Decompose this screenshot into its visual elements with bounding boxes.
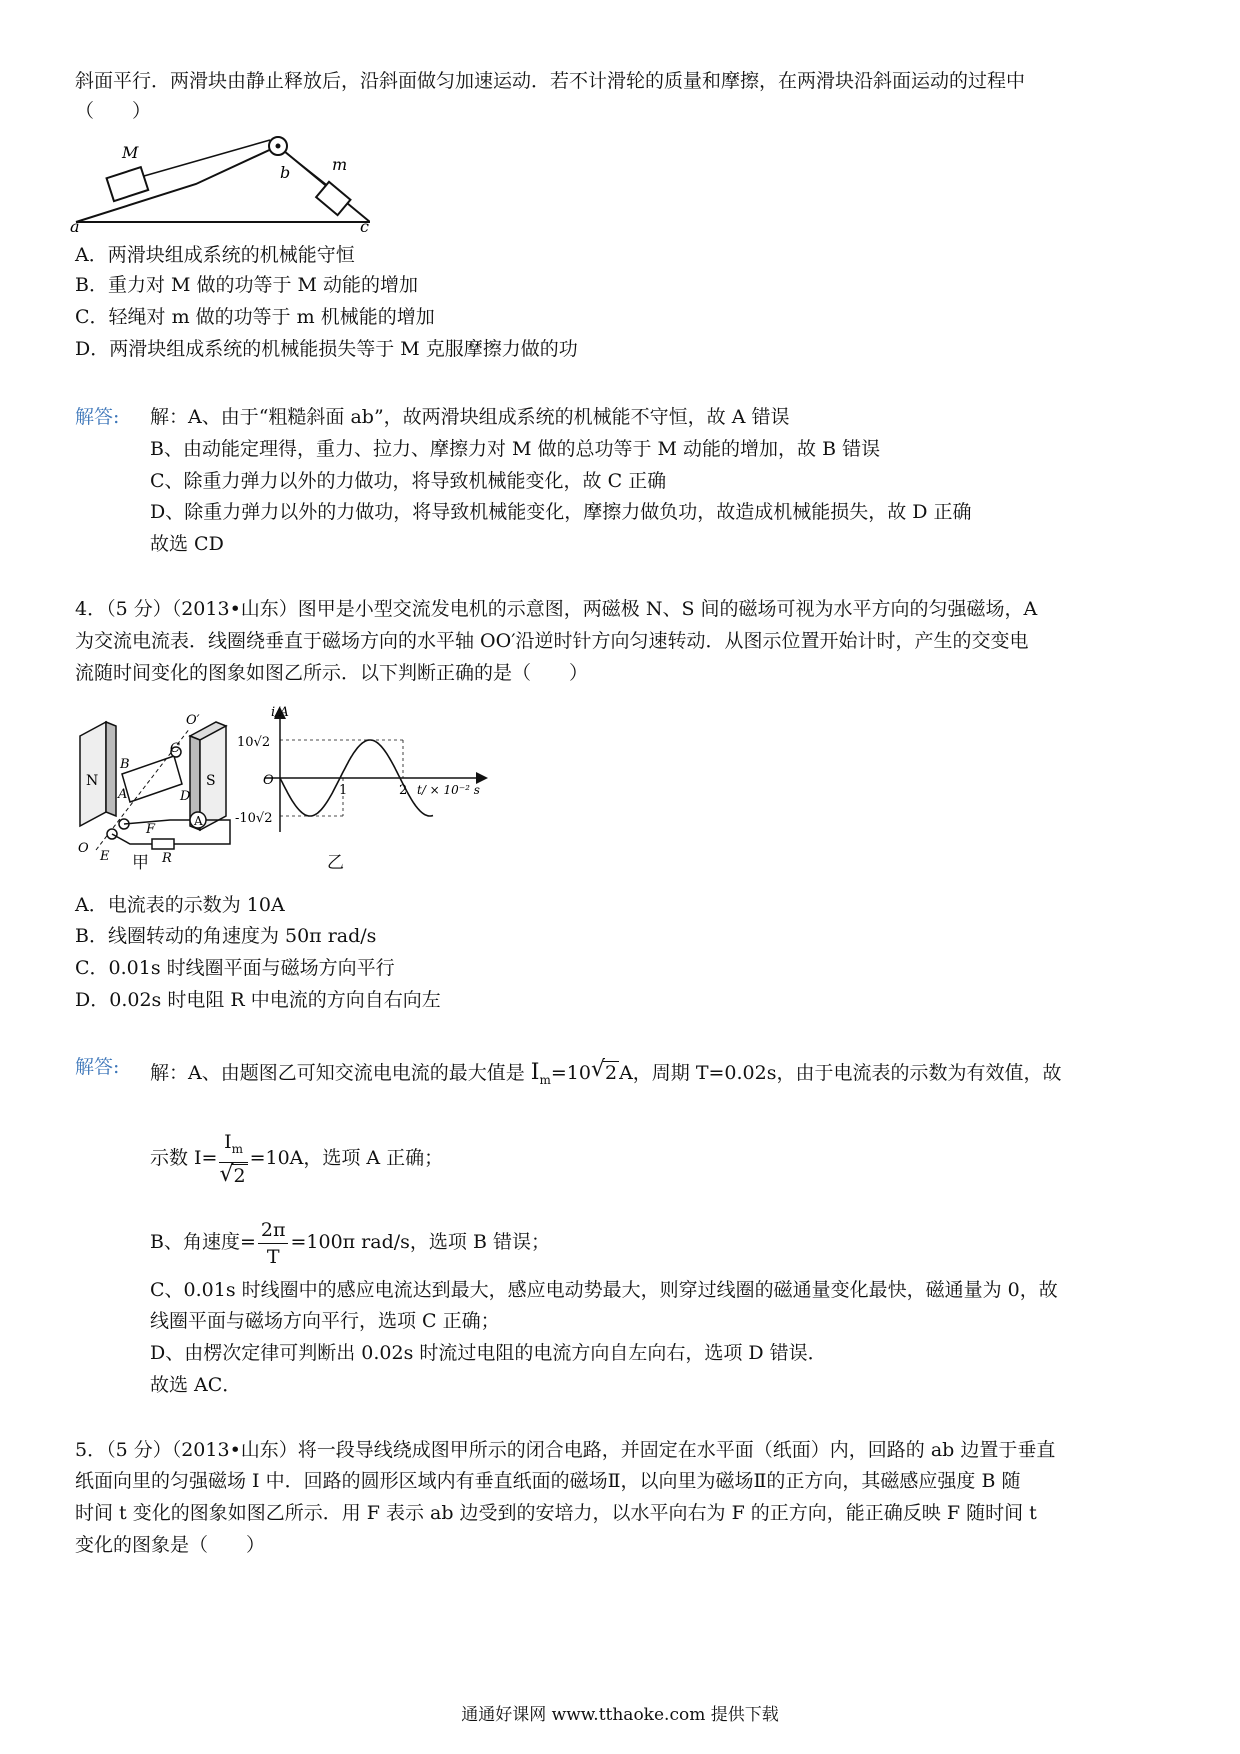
- y-max-label: 10√2: [237, 735, 271, 750]
- q4-fig-ammeter-label: A: [194, 814, 203, 828]
- q3-option-b: B．重力对 M 做的功等于 M 动能的增加: [75, 274, 419, 296]
- q3-fig-label-a: a: [70, 217, 80, 233]
- y-min-label: -10√2: [235, 811, 273, 826]
- q5-stem-line1: 5．（5 分）（2013•山东）将一段导线绕成图甲所示的闭合电路，并固定在水平面（纸面）内，回路的 ab 边置于垂直: [75, 1439, 1056, 1461]
- q3-answer-line: C、除重力弹力以外的力做功，将导致机械能变化，故 C 正确: [150, 470, 667, 492]
- q3-answer-line: B、由动能定理得，重力、拉力、摩擦力对 M 做的总功等于 M 动能的增加，故 B 错误: [150, 438, 881, 460]
- q5-stem-line4: 变化的图象是（ ）: [75, 1534, 266, 1556]
- q4-fig-label-E: E: [100, 849, 110, 864]
- q4-fig-label-N: N: [86, 773, 99, 789]
- q4-fig-label-D: D: [180, 789, 191, 804]
- q4-stem-line3: 流随时间变化的图象如图乙所示．以下判断正确的是（ ）: [75, 662, 589, 684]
- x-tick-2: 2: [399, 783, 408, 798]
- q3-stem-line1: 斜面平行．两滑块由静止释放后，沿斜面做匀加速运动．若不计滑轮的质量和摩擦，在两滑块沿斜面运动的过程中: [75, 70, 1026, 92]
- q4-fig-label-F: F: [146, 822, 156, 837]
- q4-fig-label-R: R: [162, 851, 172, 866]
- q4-answer-label: 解答:: [75, 1056, 120, 1078]
- origin-label: O: [263, 773, 274, 788]
- x-axis-label: t/ × 10⁻² s: [417, 783, 480, 797]
- q3-answer-line: 故选 CD: [150, 533, 224, 555]
- q4-option-d: D．0.02s 时电阻 R 中电流的方向自右向左: [75, 989, 441, 1011]
- x-tick-1: 1: [339, 783, 348, 798]
- q4-option-a: A．电流表的示数为 10A: [75, 894, 285, 916]
- q3-fig-label-m: m: [332, 155, 348, 174]
- q4-fig-label-O-prime: O′: [186, 713, 200, 728]
- q4-figure-jia-caption: 甲: [132, 853, 149, 873]
- q4-answer-final: 故选 AC．: [150, 1374, 242, 1396]
- q4-current-graph: [235, 702, 505, 852]
- q4-answer-a-line2: 示数 I= $I_m$ √ 2 =10A，选项 A 正确；: [150, 1131, 444, 1187]
- q4-stem-line1: 4．（5 分）（2013•山东）图甲是小型交流发电机的示意图，两磁极 N、S 间的磁场可视为水平方向的匀强磁场，A: [75, 598, 1038, 620]
- page-footer: 通通好课网 www.tthaoke.com 提供下载: [461, 1705, 779, 1725]
- q4-fig-label-B: B: [120, 757, 130, 772]
- q3-fig-label-b: b: [280, 163, 291, 182]
- y-axis-label: i/A: [271, 705, 289, 720]
- q4-fig-label-A: A: [118, 787, 128, 802]
- q3-option-a: A．两滑块组成系统的机械能守恒: [75, 244, 355, 266]
- q4-answer-d: D、由楞次定律可判断出 0.02s 时流过电阻的电流方向自左向右，选项 D 错误．: [150, 1342, 827, 1364]
- q4-answer-a-line1: 解：A、由题图乙可知交流电电流的最大值是 $I_m=10$ √ 2 A，周期 T=0.02s，由于电流表的示数为有效值，故: [150, 1057, 1062, 1087]
- q4-fig-label-C: C: [170, 741, 180, 756]
- q3-option-c: C．轻绳对 m 做的功等于 m 机械能的增加: [75, 306, 435, 328]
- q4-option-b: B．线圈转动的角速度为 50π rad/s: [75, 925, 377, 947]
- q5-stem-line2: 纸面向里的匀强磁场 I 中．回路的圆形区域内有垂直纸面的磁场Ⅱ，以向里为磁场Ⅱ的正方向，其磁感应强度 B 随: [75, 1470, 1021, 1492]
- q5-stem-line3: 时间 t 变化的图象如图乙所示．用 F 表示 ab 边受到的安培力，以水平向右为 F 的正方向，能正确反映 F 随时间 t: [75, 1502, 1037, 1524]
- q3-incline-figure: [70, 128, 370, 233]
- q4-figure-yi-caption: 乙: [327, 853, 344, 873]
- q4-fig-label-O: O: [78, 841, 89, 856]
- q3-answer-line: D、除重力弹力以外的力做功，将导致机械能变化，摩擦力做负功，故造成机械能损失，故 D 正确: [150, 501, 972, 523]
- q3-stem-line2: （ ）: [75, 100, 152, 122]
- q3-fig-label-M: M: [122, 143, 139, 162]
- q3-answer-label: 解答:: [75, 406, 120, 428]
- q3-fig-label-c: c: [360, 217, 369, 233]
- q4-answer-c-line2: 线圈平面与磁场方向平行，选项 C 正确；: [150, 1310, 500, 1332]
- q4-fig-label-S: S: [206, 773, 216, 789]
- q4-answer-c-line1: C、0.01s 时线圈中的感应电流达到最大，感应电动势最大，则穿过线圈的磁通量变化最快，磁通量为 0，故: [150, 1279, 1058, 1301]
- q4-answer-b: B、角速度= $\frac{2\pi}{T}$ =100π rad/s，选项 B 错误；: [150, 1218, 550, 1268]
- q3-option-d: D．两滑块组成系统的机械能损失等于 M 克服摩擦力做的功: [75, 338, 578, 360]
- q3-answer-line: 解：A、由于“粗糙斜面 ab”，故两滑块组成系统的机械能不守恒，故 A 错误: [150, 406, 790, 428]
- q4-option-c: C．0.01s 时线圈平面与磁场方向平行: [75, 957, 395, 979]
- q4-stem-line2: 为交流电流表．线圈绕垂直于磁场方向的水平轴 OO′沿逆时针方向匀速转动．从图示位置开始计时，产生的交变电: [75, 630, 1029, 652]
